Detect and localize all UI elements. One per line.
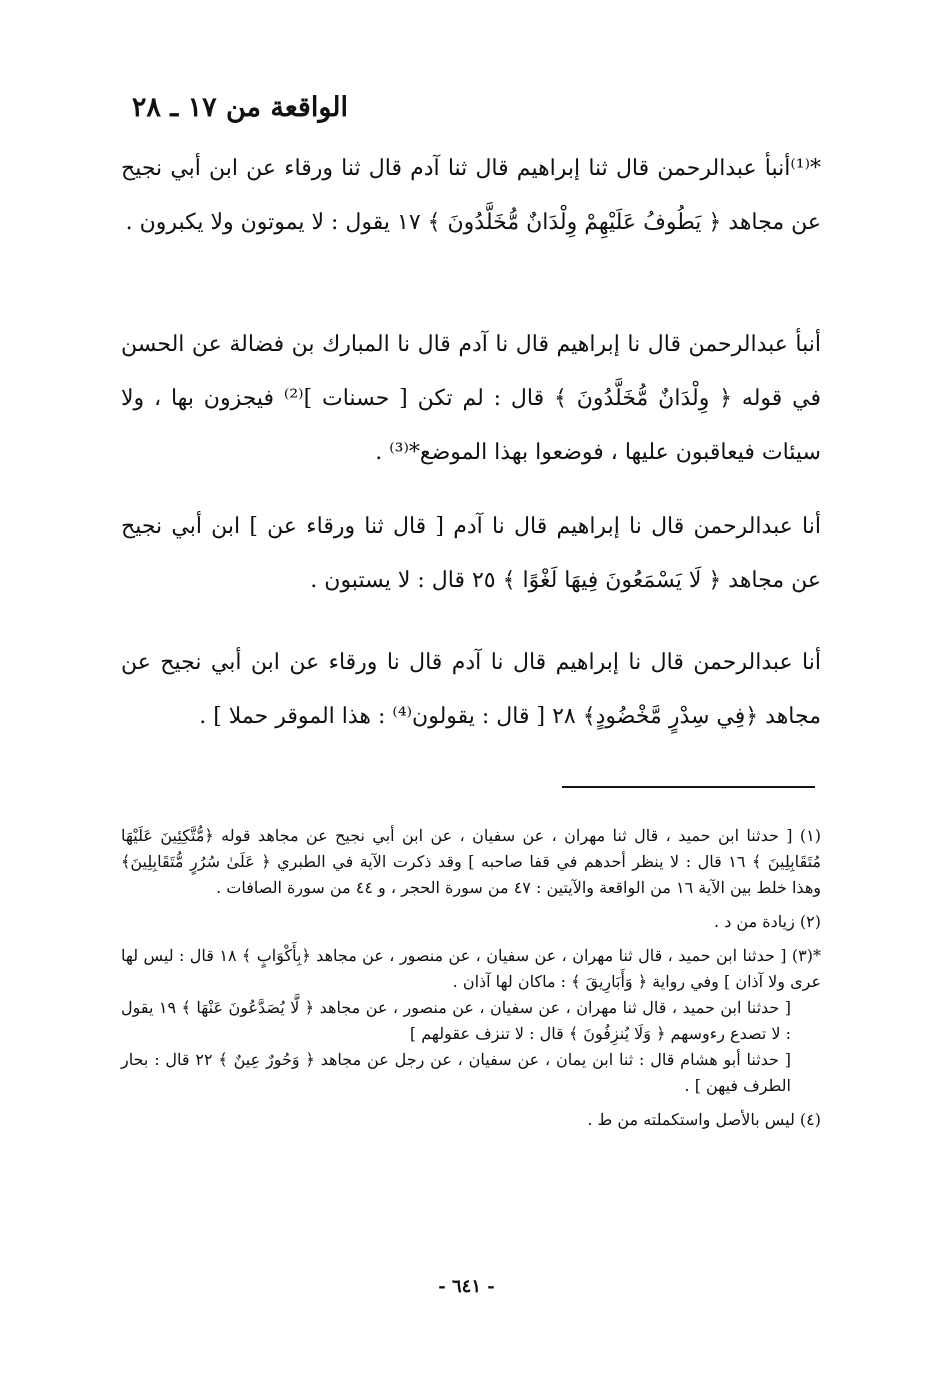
- footnote-3: *(٣) [ حدثنا ابن حميد ، قال ثنا مهران ، عن سفيان ، عن منصور ، عن مجاهد ﴿بِأَكْوَابٍ ﴾ ١٨ قال : ليس لها عرى ولا آذان ] وفي رواية ﴿ وَأَبَارِيقَ ﴾ : ماكان لها آذان .: [121, 946, 822, 991]
- paragraph-2: أنبأ عبدالرحمن قال نا إبراهيم قال نا آدم قال نا المبارك بن فضالة عن الحسن في قوله ﴿ وِلْدَانٌ مُّخَلَّدُونَ ﴾ قال : لم تكن [ حسنات ]⁽²⁾ فيجزون بها ، ولا سيئات فيعاقبون عليها ، فوضعوا بهذا الموضع*⁽³⁾ .: [121, 332, 821, 465]
- footnote-1: (١) [ حدثنا ابن حميد ، قال ثنا مهران ، عن سفيان ، عن ابن أبي نجيح عن مجاهد قوله ﴿مُّتَّكِئِينَ عَلَيْهَا مُتَقَابِلِينَ ﴾ ١٦ قال : لا ينظر أحدهم في قفا صاحبه ] وقد ذكرت الآية في الطبري ﴿ عَلَىٰ سُرُرٍ مُّتَقَابِلِينَ﴾ وهذا خلط بين الآية ١٦ من الواقعة والآيتين : ٤٧ من سورة الحجر ، و ٤٤ من سورة الصافات .: [121, 826, 822, 897]
- footnotes: [121, 823, 821, 1141]
- page-number: - ٦٤١ -: [438, 1276, 495, 1297]
- paragraph-1: *⁽¹⁾أنبأ عبدالرحمن قال ثنا إبراهيم قال ثنا آدم قال ثنا ورقاء عن ابن أبي نجيح عن مجاهد ﴿ يَطُوفُ عَلَيْهِمْ وِلْدَانٌ مُّخَلَّدُونَ ﴾ ١٧ يقول : لا يموتون ولا يكبرون .: [121, 156, 821, 235]
- footnote-2: (٢) زيادة من د .: [714, 912, 821, 931]
- paragraph-4: أنا عبدالرحمن قال نا إبراهيم قال نا آدم قال نا ورقاء عن ابن أبي نجيح عن مجاهد ﴿فِي سِدْرٍ مَّخْضُودٍ﴾ ٢٨ [ قال : يقولون⁽⁴⁾ : هذا الموقر حملا ] .: [121, 650, 821, 729]
- footnote-3-continuation-1: [ حدثنا ابن حميد ، قال ثنا مهران ، عن سفيان ، عن منصور ، عن مجاهد ﴿ لَّا يُصَدَّعُونَ عَنْهَا ﴾ ١٩ يقول : لا تصدع رءوسهم ﴿ وَلَا يُنزِفُونَ ﴾ قال : لا تنزف عقولهم ]: [121, 998, 792, 1043]
- footnote-4: (٤) ليس بالأصل واستكملته من ط .: [587, 1110, 821, 1129]
- paragraph-3: أنا عبدالرحمن قال نا إبراهيم قال نا آدم [ قال ثنا ورقاء عن ] ابن أبي نجيح عن مجاهد ﴿ لَا يَسْمَعُونَ فِيهَا لَغْوًا ﴾ ٢٥ قال : لا يستبون .: [121, 514, 821, 593]
- page-heading: الواقعة من ١٧ ـ ٢٨: [131, 92, 348, 123]
- footnote-separator: [562, 786, 815, 788]
- footnote-3-continuation-2: [ حدثنا أبو هشام قال : ثنا ابن يمان ، عن سفيان ، عن رجل عن مجاهد ﴿ وَحُورٌ عِينٌ ﴾ ٢٢ قال : بحار الطرف فيهن ] .: [121, 1050, 791, 1095]
